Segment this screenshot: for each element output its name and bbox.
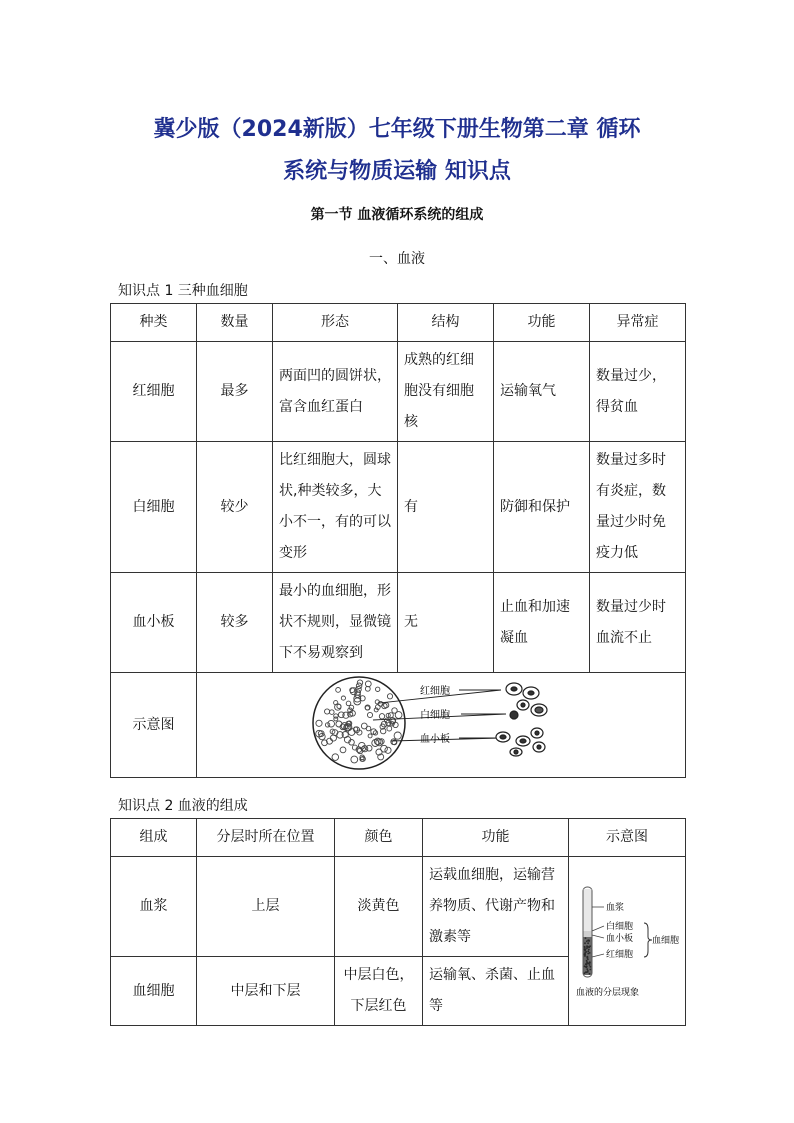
sediment-dot xyxy=(587,958,589,960)
platelet-label: 血小板 xyxy=(420,734,450,745)
sediment-dot xyxy=(585,971,587,973)
table-cell: 数量过多时有炎症，数量过少时免疫力低 xyxy=(590,442,686,573)
sediment-dot xyxy=(586,940,588,942)
sediment-dot xyxy=(589,969,591,971)
sediment-dot xyxy=(589,962,591,964)
sediment-dot xyxy=(584,946,586,948)
kp2-heading: 知识点 2 血液的组成 xyxy=(118,798,248,814)
table-cell: 无 xyxy=(398,573,494,673)
wbc-label: 白细胞 xyxy=(420,710,450,721)
table-cell: 运载血细胞，运输营养物质、代谢产物和激素等 xyxy=(423,857,569,957)
brace-icon xyxy=(644,923,652,957)
col-header: 功能 xyxy=(423,819,569,857)
sediment-dot xyxy=(588,949,590,951)
table-row xyxy=(111,857,686,957)
blood-composition-table xyxy=(110,818,686,1026)
microscope-field xyxy=(313,677,405,769)
col-header: 异常症 xyxy=(590,304,686,342)
sediment-dot xyxy=(587,971,589,973)
blood-cells-group-label: 血细胞 xyxy=(652,936,680,946)
table-header-row xyxy=(111,304,686,342)
table-cell: 最小的血细胞，形状不规则，显微镜下不易观察到 xyxy=(273,573,398,673)
sediment-dot xyxy=(586,968,588,970)
table-cell: 成熟的红细胞没有细胞核 xyxy=(398,342,494,442)
table-cell: 较多 xyxy=(197,573,273,673)
sediment-dot xyxy=(589,966,591,968)
table-cell: 红细胞 xyxy=(111,342,197,442)
plasma-label: 血浆 xyxy=(606,903,625,913)
blood-cells-table xyxy=(110,303,686,778)
diagram-caption: 血液的分层现象 xyxy=(576,988,640,998)
table-cell: 两面凹的圆饼状，富含血红蛋白 xyxy=(273,342,398,442)
table-cell: 数量过少，得贫血 xyxy=(590,342,686,442)
table-cell: 较少 xyxy=(197,442,273,573)
sediment-dot xyxy=(589,964,591,966)
wbc-label: 白细胞 xyxy=(606,922,634,932)
rbc-label: 红细胞 xyxy=(606,950,634,960)
diagram-cell xyxy=(569,857,686,1026)
sediment-dot xyxy=(585,966,587,968)
table-cell: 白细胞 xyxy=(111,442,197,573)
table-cell: 血细胞 xyxy=(111,957,197,1026)
table-cell: 比红细胞大，圆球状,种类较多，大小不一，有的可以变形 xyxy=(273,442,398,573)
sediment-dot xyxy=(585,937,587,939)
sediment-dot xyxy=(586,962,588,964)
sediment-dot xyxy=(584,942,586,944)
section-heading: 第一节 血液循环系统的组成 xyxy=(310,207,484,223)
sediment-dot xyxy=(587,942,589,944)
sediment-dot xyxy=(589,973,591,975)
sediment-dot xyxy=(585,951,587,953)
diagram-cell xyxy=(197,673,686,778)
sediment-dot xyxy=(584,953,586,955)
table-row xyxy=(111,573,686,673)
table-cell: 上层 xyxy=(197,857,335,957)
col-header: 种类 xyxy=(111,304,197,342)
table-cell: 有 xyxy=(398,442,494,573)
blood-layers-diagram xyxy=(572,869,682,1009)
platelet-label: 血小板 xyxy=(606,934,634,944)
table-row xyxy=(111,442,686,573)
doc-title-line2: 系统与物质运输 知识点 xyxy=(283,159,511,184)
sediment-dot xyxy=(588,940,590,942)
kp1-heading: 知识点 1 三种血细胞 xyxy=(118,283,248,299)
table-cell: 中层白色，下层红色 xyxy=(335,957,423,1026)
rbc-label: 红细胞 xyxy=(420,686,450,697)
table-cell: 数量过少时血流不止 xyxy=(590,573,686,673)
table-cell: 防御和保护 xyxy=(494,442,590,573)
table-cell: 最多 xyxy=(197,342,273,442)
col-header: 功能 xyxy=(494,304,590,342)
sediment-dot xyxy=(587,946,589,948)
subsection-heading: 一、血液 xyxy=(369,251,425,267)
sediment-dot xyxy=(589,945,591,947)
table-cell: 中层和下层 xyxy=(197,957,335,1026)
col-header: 组成 xyxy=(111,819,197,857)
table-cell: 血小板 xyxy=(111,573,197,673)
col-header: 形态 xyxy=(273,304,398,342)
table-row xyxy=(111,342,686,442)
sediment-dot xyxy=(586,960,588,962)
table-cell: 止血和加速凝血 xyxy=(494,573,590,673)
table-header-row xyxy=(111,819,686,857)
sediment-dot xyxy=(584,955,586,957)
sediment-dot xyxy=(587,950,589,952)
table-cell: 运输氧气 xyxy=(494,342,590,442)
table-cell: 运输氧、杀菌、止血等 xyxy=(423,957,569,1026)
layer-pointers xyxy=(592,907,604,957)
sediment-dot xyxy=(586,947,588,949)
col-header: 结构 xyxy=(398,304,494,342)
test-tube xyxy=(583,887,592,977)
col-header: 示意图 xyxy=(569,819,686,857)
table-row xyxy=(111,673,686,778)
sediment-dot xyxy=(584,949,586,951)
doc-title-line1: 冀少版（2024新版）七年级下册生物第二章 循环 xyxy=(153,117,641,142)
table-cell: 血浆 xyxy=(111,857,197,957)
col-header: 分层时所在位置 xyxy=(197,819,335,857)
table-cell: 淡黄色 xyxy=(335,857,423,957)
col-header: 颜色 xyxy=(335,819,423,857)
enlarged-cells xyxy=(496,683,547,756)
sediment-dot xyxy=(589,952,591,954)
diagram-label-cell: 示意图 xyxy=(111,673,197,778)
blood-cells-diagram xyxy=(201,675,681,771)
col-header: 数量 xyxy=(197,304,273,342)
